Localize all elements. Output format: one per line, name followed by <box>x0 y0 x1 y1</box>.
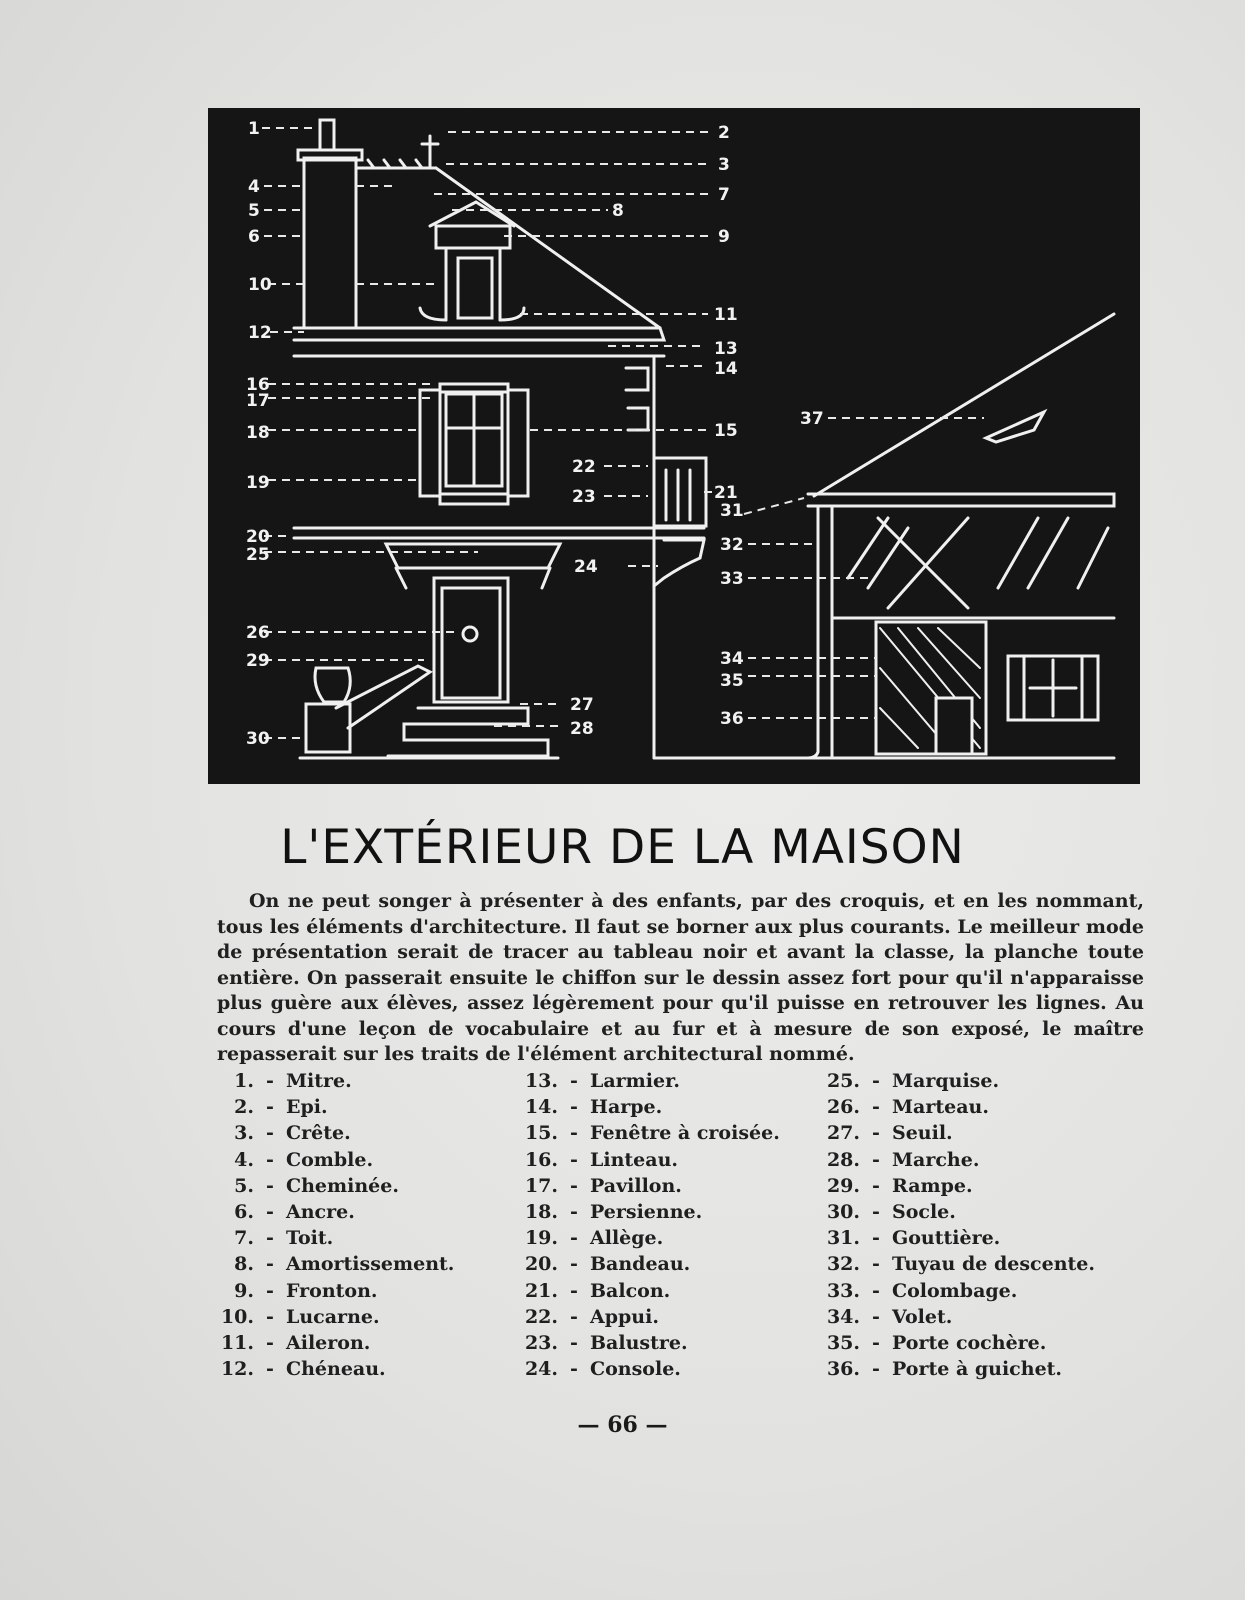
callout-8: 8 <box>612 201 624 221</box>
barn-gutter <box>808 494 1114 506</box>
callout-32: 32 <box>720 535 744 555</box>
legend-item-separator: - <box>872 1070 880 1092</box>
legend-item-label: Toit. <box>286 1227 334 1250</box>
legend-item-label: Linteau. <box>590 1148 678 1171</box>
legend-item <box>820 1278 1130 1304</box>
legend-item-separator: - <box>872 1279 880 1302</box>
legend-item-number: 25. <box>826 1070 860 1092</box>
callout-10: 10 <box>248 275 272 295</box>
callout-17: 17 <box>246 391 270 411</box>
legend-item-label: Fenêtre à croisée. <box>590 1122 780 1145</box>
callout-11: 11 <box>714 305 738 325</box>
callout-28: 28 <box>570 719 594 739</box>
callout-22: 22 <box>572 457 596 477</box>
legend-item <box>820 1304 1130 1330</box>
legend-item-number: 6. <box>234 1201 254 1224</box>
legend-item <box>518 1330 828 1356</box>
legend-item-label: Bandeau. <box>590 1253 691 1276</box>
legend-item <box>214 1068 524 1094</box>
console-shape <box>654 540 704 586</box>
legend-item-label: Tuyau de descente. <box>892 1253 1095 1276</box>
callout-4: 4 <box>248 177 260 197</box>
callout-20: 20 <box>246 527 270 547</box>
legend-item <box>518 1147 828 1173</box>
legend-item <box>820 1147 1130 1173</box>
legend-item-separator: - <box>266 1305 274 1328</box>
legend-item <box>214 1278 524 1304</box>
legend-item <box>518 1068 828 1094</box>
legend-item-number: 11. <box>220 1332 254 1355</box>
legend-item-separator: - <box>872 1201 880 1224</box>
legend-item-separator: - <box>266 1332 274 1355</box>
legend-item-number: 3. <box>234 1122 254 1145</box>
legend-item-label: Comble. <box>286 1148 374 1171</box>
legend-item <box>214 1120 524 1146</box>
legend-item-label: Persienne. <box>590 1201 703 1224</box>
legend-item-separator: - <box>872 1122 880 1145</box>
legend-item-number: 29. <box>826 1174 860 1197</box>
legend-item-number: 7. <box>234 1227 254 1250</box>
page-title: L'EXTÉRIEUR DE LA MAISON <box>280 820 965 875</box>
legend-item-number: 21. <box>524 1279 558 1302</box>
legend-item-label: Porte à guichet. <box>892 1358 1063 1381</box>
legend-item-number: 23. <box>524 1332 558 1355</box>
legend-item <box>518 1304 828 1330</box>
legend-item <box>214 1147 524 1173</box>
legend-item-number: 4. <box>234 1148 254 1171</box>
chimney-cap <box>298 150 362 160</box>
knocker-shape <box>463 627 477 641</box>
legend-item-separator: - <box>570 1201 578 1224</box>
legend-item-separator: - <box>872 1174 880 1197</box>
legend-item-separator: - <box>266 1070 274 1092</box>
legend-item-separator: - <box>570 1122 578 1145</box>
legend-item-label: Porte cochère. <box>892 1332 1047 1355</box>
legend-item-label: Volet. <box>892 1305 953 1328</box>
legend-item <box>820 1199 1130 1225</box>
legend-item-label: Socle. <box>892 1201 956 1224</box>
legend-item-number: 36. <box>826 1358 860 1381</box>
legend-item-number: 10. <box>220 1305 254 1328</box>
legend-item-separator: - <box>266 1148 274 1171</box>
legend-item-number: 1. <box>234 1070 254 1092</box>
legend-item-label: Aileron. <box>286 1332 371 1355</box>
steps <box>388 708 548 756</box>
finial-shape <box>422 136 438 168</box>
legend-item <box>518 1173 828 1199</box>
callout-9: 9 <box>718 227 730 247</box>
legend-item-number: 19. <box>524 1227 558 1250</box>
architecture-plate <box>208 108 1140 784</box>
legend-item-label: Seuil. <box>892 1122 953 1145</box>
balcony-shape <box>654 458 706 526</box>
legend-item-number: 8. <box>234 1253 254 1276</box>
legend-item-label: Allège. <box>590 1227 664 1250</box>
callout-24: 24 <box>574 557 598 577</box>
legend-item-number: 18. <box>524 1201 558 1224</box>
legend-item-separator: - <box>266 1227 274 1250</box>
legend-item-number: 27. <box>826 1122 860 1145</box>
intro-paragraph: On ne peut songer à présenter à des enfants, par des croquis, et en les nommant, tous les éléments d'architecture. Il faut se borner aux plus courants. Le meilleur mode de présentation serait de tracer au tableau noir et avant la classe, la planche toute entière. On passerait ensuite le chiffon sur le dessin assez fort pour qu'il n'apparaisse plus guère aux élèves, assez légèrement pour qu'il puisse en retrouver les lignes. Au cours d'une leçon de vocabulaire et au fur et à mesure de son exposé, le maître repasserait sur les traits de l'élément architectural nommé. <box>217 890 1144 1065</box>
legend-item-number: 28. <box>826 1148 860 1171</box>
legend-item-number: 22. <box>524 1305 558 1328</box>
barn-roof <box>814 314 1114 496</box>
legend-item-number: 32. <box>826 1253 860 1276</box>
callout-21: 21 <box>714 483 738 503</box>
legend-item-number: 35. <box>826 1332 860 1355</box>
legend-item-separator: - <box>872 1148 880 1171</box>
legend-item-number: 34. <box>826 1305 860 1328</box>
callout-1: 1 <box>248 119 260 139</box>
legend-item-separator: - <box>872 1253 880 1276</box>
legend-item-separator: - <box>266 1096 274 1119</box>
legend-item-label: Harpe. <box>590 1096 663 1119</box>
legend-item-label: Crête. <box>286 1122 351 1145</box>
legend-item-separator: - <box>570 1148 578 1171</box>
urn-shape <box>315 668 350 702</box>
legend-item-number: 24. <box>524 1358 558 1381</box>
callout-6: 6 <box>248 227 260 247</box>
callout-23: 23 <box>572 487 596 507</box>
legend-column-1 <box>214 1068 524 1382</box>
legend-item-separator: - <box>570 1332 578 1355</box>
chimney-outline <box>304 158 356 328</box>
legend-item <box>214 1199 524 1225</box>
legend-item-label: Marquise. <box>892 1070 1000 1092</box>
legend-item <box>820 1330 1130 1356</box>
legend-item-number: 12. <box>220 1358 254 1381</box>
legend-item <box>214 1304 524 1330</box>
legend-item-separator: - <box>570 1227 578 1250</box>
legend-item-number: 30. <box>826 1201 860 1224</box>
right-shutter-shape <box>508 390 528 496</box>
callout-31: 31 <box>720 501 744 521</box>
legend-item-label: Appui. <box>590 1305 659 1328</box>
legend-item-number: 17. <box>524 1174 558 1197</box>
legend-item-label: Rampe. <box>892 1174 973 1197</box>
roof-skylight <box>986 412 1044 442</box>
legend-item-separator: - <box>570 1070 578 1092</box>
callout-29: 29 <box>246 651 270 671</box>
window-sill <box>440 494 508 504</box>
marquise-shape <box>386 544 560 568</box>
legend-item <box>820 1068 1130 1094</box>
legend-item <box>820 1094 1130 1120</box>
legend-item-label: Ancre. <box>286 1201 355 1224</box>
legend-item-label: Mitre. <box>286 1070 352 1092</box>
legend-item-separator: - <box>570 1305 578 1328</box>
legend-item-number: 20. <box>524 1253 558 1276</box>
callout-14: 14 <box>714 359 738 379</box>
callout-18: 18 <box>246 423 270 443</box>
quoins <box>626 368 648 430</box>
legend-item <box>820 1225 1130 1251</box>
legend-item-label: Epi. <box>286 1096 328 1119</box>
legend-item <box>518 1225 828 1251</box>
callout-16: 16 <box>246 375 270 395</box>
legend-item-separator: - <box>872 1305 880 1328</box>
legend-item <box>518 1199 828 1225</box>
legend-item-separator: - <box>570 1096 578 1119</box>
legend-item-label: Console. <box>590 1358 681 1381</box>
legend-item <box>820 1251 1130 1277</box>
legend-item-label: Amortissement. <box>286 1253 455 1276</box>
callout-12: 12 <box>248 323 272 343</box>
legend-item-separator: - <box>266 1279 274 1302</box>
legend-item-label: Colombage. <box>892 1279 1018 1302</box>
legend-item-separator: - <box>570 1279 578 1302</box>
band-course <box>294 528 704 538</box>
legend-item-number: 33. <box>826 1279 860 1302</box>
legend-item-number: 5. <box>234 1174 254 1197</box>
legend-item-number: 15. <box>524 1122 558 1145</box>
legend-item <box>820 1356 1130 1382</box>
legend-item-label: Fronton. <box>286 1279 378 1302</box>
legend-list <box>214 1068 1144 1382</box>
legend-item <box>214 1356 524 1382</box>
legend-item-separator: - <box>570 1174 578 1197</box>
legend-item <box>214 1330 524 1356</box>
page-number: — 66 — <box>577 1412 668 1438</box>
callout-3: 3 <box>718 155 730 175</box>
legend-item-label: Balcon. <box>590 1279 671 1302</box>
legend-item <box>820 1173 1130 1199</box>
window-cross <box>446 394 502 486</box>
callout-7: 7 <box>718 185 730 205</box>
cornice-line <box>294 328 664 340</box>
legend-item-number: 9. <box>234 1279 254 1302</box>
legend-item <box>214 1225 524 1251</box>
legend-column-2 <box>518 1068 828 1382</box>
legend-item <box>518 1278 828 1304</box>
left-shutter-shape <box>420 390 440 496</box>
wicket-door <box>936 698 972 754</box>
legend-item-separator: - <box>266 1358 274 1381</box>
legend-item-number: 14. <box>524 1096 558 1119</box>
legend-column-3 <box>820 1068 1130 1382</box>
callout-27: 27 <box>570 695 594 715</box>
legend-item-number: 2. <box>234 1096 254 1119</box>
callout-33: 33 <box>720 569 744 589</box>
legend-item <box>820 1120 1130 1146</box>
callout-34: 34 <box>720 649 744 669</box>
callout-36: 36 <box>720 709 744 729</box>
legend-item <box>518 1251 828 1277</box>
legend-item-separator: - <box>266 1122 274 1145</box>
callout-37: 37 <box>800 409 824 429</box>
pedestal-shape <box>306 704 350 752</box>
legend-item-number: 16. <box>524 1148 558 1171</box>
callout-13: 13 <box>714 339 738 359</box>
legend-item-number: 13. <box>524 1070 558 1092</box>
mitre-shape <box>320 120 334 150</box>
legend-item-separator: - <box>570 1358 578 1381</box>
house-diagram <box>208 108 1140 784</box>
legend-item-separator: - <box>570 1253 578 1276</box>
legend-item-label: Marteau. <box>892 1096 989 1119</box>
legend-item-label: Balustre. <box>590 1332 688 1355</box>
legend-item <box>214 1173 524 1199</box>
callout-30: 30 <box>246 729 270 749</box>
legend-item-separator: - <box>266 1201 274 1224</box>
legend-item-label: Lucarne. <box>286 1305 380 1328</box>
legend-item-separator: - <box>872 1227 880 1250</box>
legend-item-label: Chéneau. <box>286 1358 386 1381</box>
callout-19: 19 <box>246 473 270 493</box>
legend-item-separator: - <box>872 1332 880 1355</box>
balusters <box>666 470 690 520</box>
legend-item <box>518 1120 828 1146</box>
legend-item-number: 31. <box>826 1227 860 1250</box>
callout-5: 5 <box>248 201 260 221</box>
legend-item <box>214 1251 524 1277</box>
legend-item <box>214 1094 524 1120</box>
callout-35: 35 <box>720 671 744 691</box>
legend-item-label: Marche. <box>892 1148 980 1171</box>
legend-item-label: Gouttière. <box>892 1227 1001 1250</box>
legend-item-label: Larmier. <box>590 1070 680 1092</box>
callout-26: 26 <box>246 623 270 643</box>
legend-item-separator: - <box>266 1253 274 1276</box>
callout-2: 2 <box>718 123 730 143</box>
callout-25: 25 <box>246 545 270 565</box>
legend-item-separator: - <box>872 1096 880 1119</box>
legend-item-number: 26. <box>826 1096 860 1119</box>
legend-item-separator: - <box>872 1358 880 1381</box>
callout-15: 15 <box>714 421 738 441</box>
legend-item-separator: - <box>266 1174 274 1197</box>
timber-framing <box>848 518 1108 608</box>
legend-item <box>518 1356 828 1382</box>
legend-item <box>518 1094 828 1120</box>
legend-item-label: Pavillon. <box>590 1174 682 1197</box>
legend-item-label: Cheminée. <box>286 1174 399 1197</box>
